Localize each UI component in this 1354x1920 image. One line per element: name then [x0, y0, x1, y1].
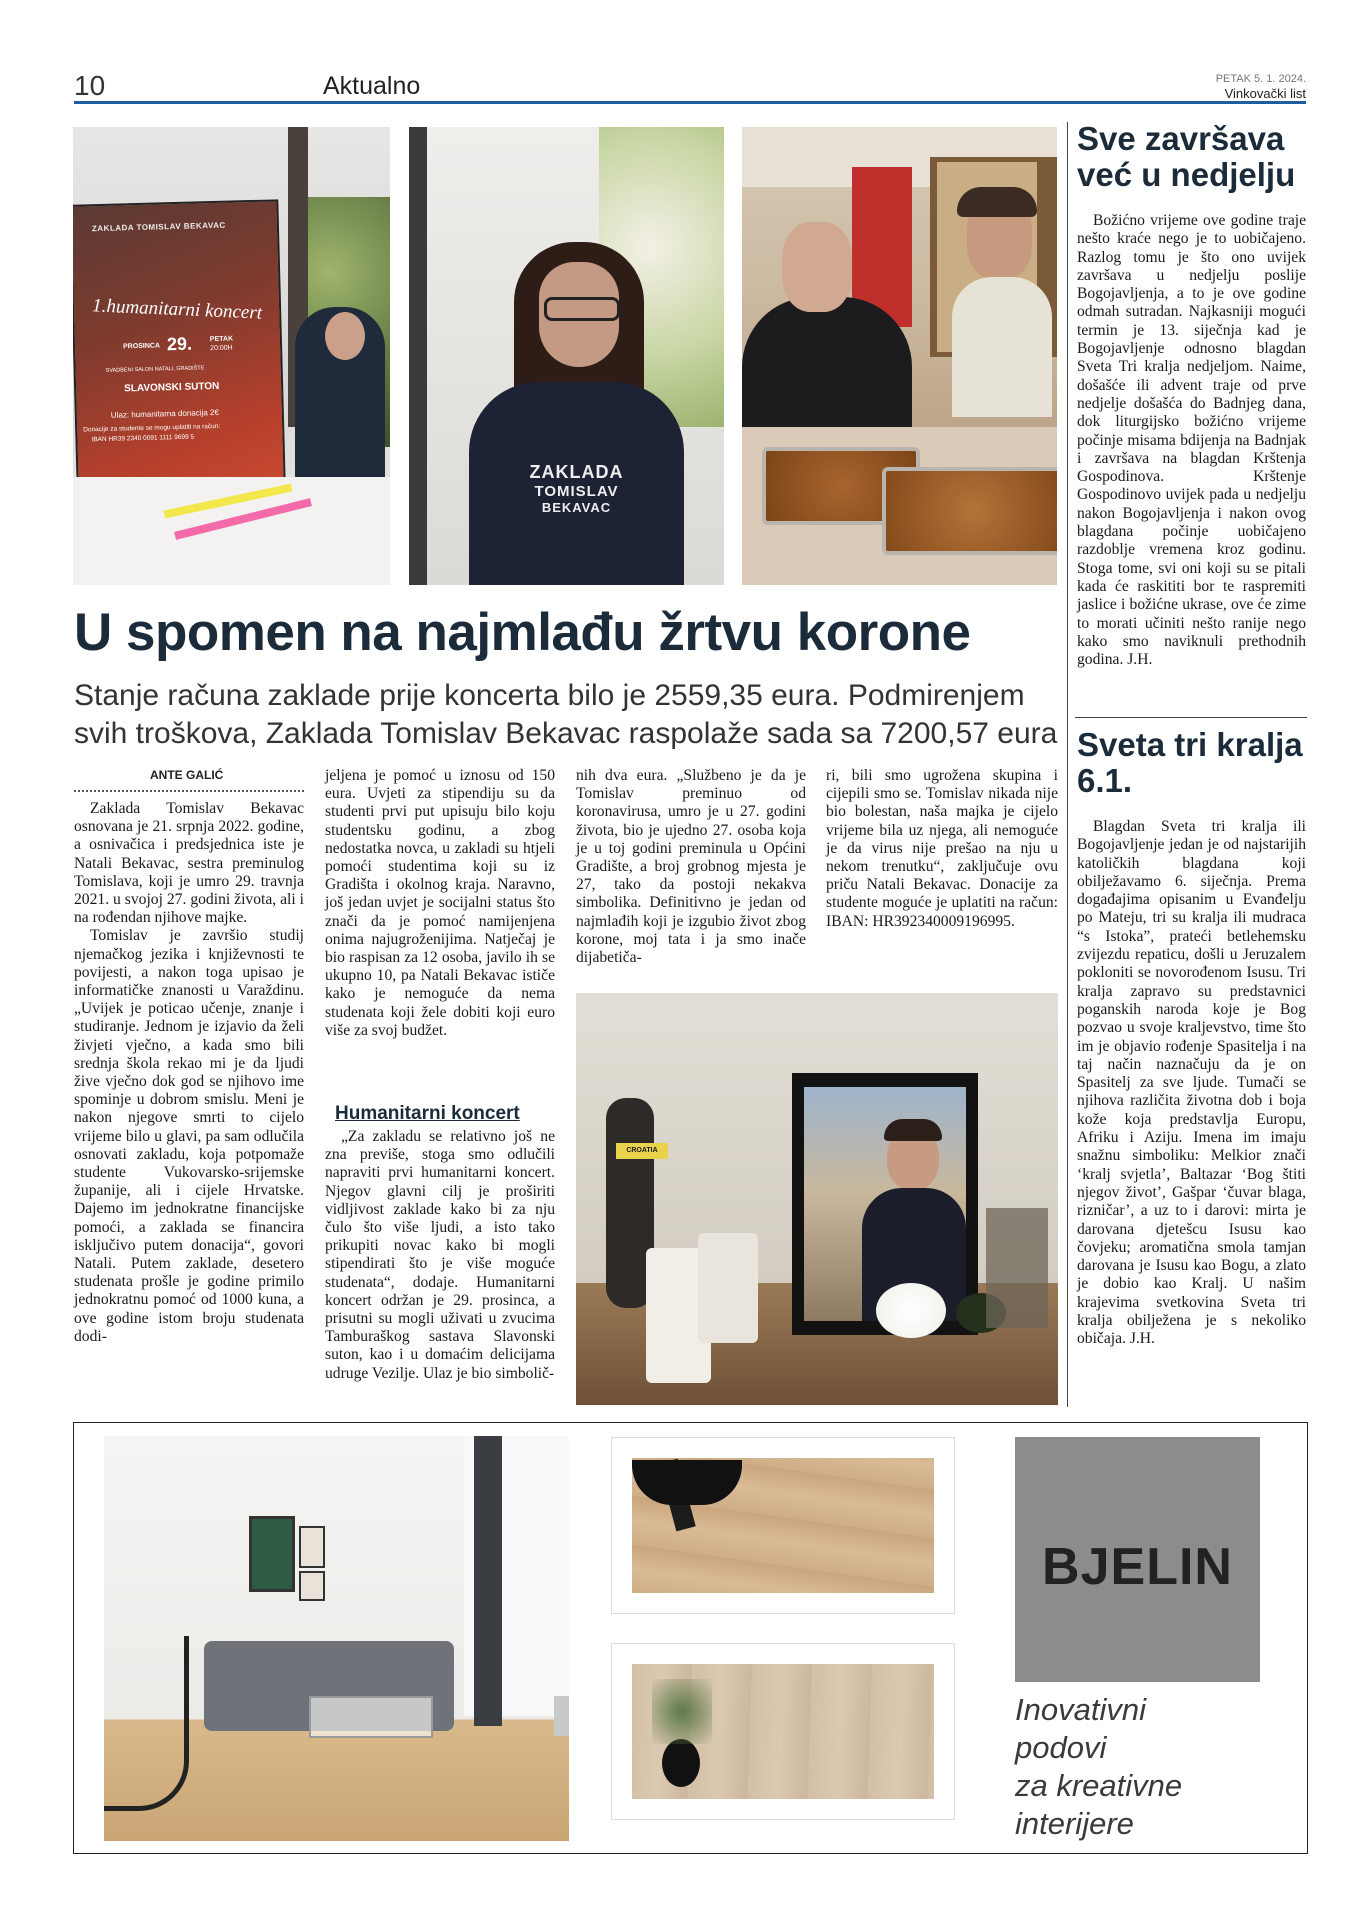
- poster-band: SLAVONSKI SUTON: [124, 380, 220, 395]
- article-headline: U spomen na najmlađu žrtvu korone: [74, 603, 971, 662]
- poster-board: [73, 199, 286, 488]
- article-column-2b: [325, 1128, 555, 1383]
- header-rule: [74, 101, 1306, 104]
- poster-time: 20:00H: [210, 344, 233, 353]
- byline-rule: [74, 790, 304, 792]
- article-deck: Stanje računa zaklade prije koncerta bilo je 2559,35 eura. Podmirenjem svih troškova, Zaklada Tomislav Bekavac raspolaže sada sa 7200,57 eura: [74, 679, 1058, 750]
- poster-title: 1.humanitarni koncert: [91, 295, 263, 324]
- advertisement: [73, 1422, 1308, 1854]
- col1-paragraph-1: Zaklada Tomislav Bekavac osnovana je 21. srpnja 2022. godine, a osnivačica i predsjednica iste je Natali Bekavac, sestra preminulog Tomislava, koji je umro 29. travnja 2021. u svojoj 27. godini života, ali i na rođendan njihove majke.: [74, 800, 304, 927]
- sidebar2-body: [1077, 818, 1306, 1349]
- poster-donation: Donacije za studente se mogu uplatiti na račun:: [83, 422, 221, 434]
- article-author: ANTE GALIĆ: [150, 768, 224, 782]
- photo-concert-poster: [73, 127, 390, 585]
- shirt-line-1: ZAKLADA: [529, 462, 624, 482]
- poster-entry: Ulaz: humanitarna donacija 2€: [110, 407, 220, 420]
- header-date: PETAK 5. 1. 2024.: [1215, 73, 1306, 85]
- photo-food-table: [742, 127, 1057, 585]
- sidebar1-title: Sve završava već u nedjelju: [1077, 120, 1296, 193]
- poster-month: PROSINCA: [122, 342, 161, 351]
- col2b-paragraph-1: „Za zakladu se relativno još ne zna previše, stoga smo odlučili napraviti prvi humanitarni koncert. Njegov glavni cilj je proširiti vidljivost zaklade kako bi za nju čulo što više ljudi, a isto tako prikupiti novac kako bi mogli stipendirati što je više moguće studenata“, dodaje. Humanitarni koncert održan je 29. prosinca, a prisutni su mogli uživati u zvucima Tamburaškog sastava Slavonski suton, kao i u domaćim delicijama udruge Vezilje. Ulaz je bio simbolič-: [325, 1128, 555, 1382]
- shirt: [469, 382, 684, 585]
- ad-photo-floor-2: [611, 1643, 955, 1820]
- memorial-sign: CROATIA: [616, 1143, 668, 1159]
- ad-photo-living-room: [104, 1436, 569, 1841]
- ad-brand-logo: BJELIN: [1042, 1538, 1233, 1596]
- poster-venue: SVADBENI SALON NATALI, GRADIŠTE: [105, 365, 205, 374]
- ad-tagline-line-2: podovi: [1015, 1730, 1107, 1765]
- article-column-1: [74, 800, 304, 1346]
- ad-tagline-line-1: Inovativni: [1015, 1692, 1146, 1727]
- ad-tagline-line-4: interijere: [1015, 1806, 1134, 1841]
- ad-tagline: [1015, 1691, 1275, 1843]
- publication-name: Vinkovački list: [1224, 86, 1306, 101]
- article-column-3: [576, 767, 806, 967]
- sidebar2-paragraph: Blagdan Sveta tri kralja ili Bogojavljenje jedan je od najstarijih katoličkih blagdana koji obilježavamo 6. siječnja. Prema događajima opisanim u Evanđelju po Mateju, tri su kralja ili mudraca “s Istoka”, prateći betlehemsku zvijezdu repaticu, došli u Jeruzalem pokloniti se novorođenom Isusu. Tri kralja zapravo su predstavnici poganskih naroda koje je Bog pozvao u svoje kraljevstvo, time što im je objavio rođenje Spasitelja i na taj način naznačuju da je on Spasitelj za sve ljude. Tumači se njihova različita životna dob i boja kože koja predstavlja Europu, Afriku i Aziju. Imena im imaju snažnu simboliku: Melkior znači ‘kralj svjetla’, Baltazar ‘Bog štiti njegov život’, Gašpar ‘čuvar blaga, rizničar’, a uz to i darovi: mirta je darovana djetešcu Isusu kao čovjeku; aromatična smola tamjan darovana je Isusu kao Bogu, a zlato je dobio kao Kralj. U našim krajevima svetkovina Sveta tri kralja obilježena je s nekoliko običaja. J.H.: [1077, 818, 1306, 1348]
- sidebar-separator: [1075, 717, 1307, 718]
- col1-paragraph-2: Tomislav je završio studij njemačkog jezika i književnosti te povijesti, a nakon toga upisao je informatičke znanosti u Varaždinu. „Uvijek je poticao učenje, znanje i studiranje. Jednom je izjavio da želi živjeti vječno, a kada smo bili srednja škola rekao mi je da ljudi žive vječno dok god se njihovo ime spominje u dobrom smislu. Meni je nakon njegove smrti to cijelo vrijeme bilo u glavi, pa sam odlučila osnovati zakladu, koja potpomaže studente Vukovarsko-srijemske županije, ali i cijele Hrvatske. Dajemo im jednokratne financijske pomoći, a zaklada se financira isključivo putem donacija“, govori Natali. Putem zaklade, desetero studenata prošle je godine primilo jednokratnu pomoć od 1000 kuna, a ove godine istom broju studenata dodi-: [74, 927, 304, 1345]
- sidebar-divider: [1067, 122, 1068, 1407]
- poster-weekday: PETAK: [209, 335, 234, 344]
- photo-natali-bekavac: [409, 127, 724, 585]
- shirt-line-2: TOMISLAV: [534, 483, 619, 500]
- poster-day: 29.: [166, 333, 193, 355]
- poster-iban: IBAN HR39 2340 0091 1111 9699 5: [91, 433, 195, 444]
- ad-tagline-line-3: za kreativne: [1015, 1768, 1183, 1803]
- article-column-4: [826, 767, 1058, 931]
- article-column-2: [325, 767, 555, 1040]
- subhead-humanitarni: Humanitarni koncert: [335, 1103, 520, 1124]
- sidebar1-paragraph: Božićno vrijeme ove godine traje nešto kraće nego je to uobičajeno. Razlog tomu je što ono uvijek završava u nedjelju poslije Bogojavljenja, a to je ove godine odmah sutradan. Najkasniji mogući termin je 13. siječnja kad je Bogojavljenje odnosno blagdan Sveta Tri kralja nedjeljom. Naime, došašće ili advent traje od prve nedjelje došašća do Badnjeg dana, dok liturgijsko božićno vrijeme počinje misama bdijenja na Badnjak i završava na blagdan Krštenja Gospodinova. Krštenje Gospodinovo uvijek pada u nedjelju nakon Bogojavljenja i nakon ovog blagdana počinje uobičajeno razdoblje vremena kroz godinu. Stoga tome, svi oni koji su se pitali kada će raskititi bor te raspremiti jaslice i božićne ukrase, ove će zime to morati učiniti nešto ranije nego kako smo naviknuli prethodnih godina. J.H.: [1077, 212, 1306, 669]
- col3-paragraph-1: nih dva eura. „Službeno je da je Tomislav preminuo od koronavirusa, umro je u 27. godini života, bio je ujedno 27. osoba koja je u toj godini preminula u Općini Gradište, a broj grobnog mjesta je 27, tako da postoji nekakva simbolika. Definitivno je jedan od najmlađih koji je izgubio život zbog korone, moj tata i ja smo inače dijabetiča-: [576, 767, 806, 967]
- photo-memorial: [576, 993, 1058, 1405]
- ad-brand-box: [1015, 1437, 1260, 1682]
- shirt-line-3: BEKAVAC: [541, 500, 612, 515]
- section-title: Aktualno: [323, 72, 421, 100]
- poster-org: ZAKLADA TOMISLAV BEKAVAC: [91, 220, 226, 234]
- col4-paragraph-1: ri, bili smo ugrožena skupina i cijepili smo se. Tomislav nikada nije bio bolestan, naša majka je cijelo vrijeme bila uz njega, ali nemoguće je da virus nije prešao na nju u nekom trenutku“, zaključuje ovu priču Natali Bekavac. Donacije za studente moguće je uplatiti na račun: IBAN: HR392340009196995.: [826, 767, 1058, 930]
- sidebar1-body: [1077, 212, 1306, 669]
- col2-paragraph-1: jeljena je pomoć u iznosu od 150 eura. Uvjeti za stipendiju su da studenti prvi put upisuju bilo koju studentsku godinu, a zbog nedostatka novca, u zakladi su htjeli pomoći studentima koji su iz Gradišta i okolnog kraja. Naravno, još jedan uvjet je socijalni status što znači da je pomoć namijenjena onima najugroženijima. Natječaj je bio raspisan za 12 osoba, javilo ih se ukupno 10, pa Natali Bekavac ističe kako je nemoguće da nema studenata koji žele dobiti koji euro više za svoj budžet.: [325, 767, 555, 1039]
- sidebar2-title: Sveta tri kralja 6.1.: [1077, 726, 1303, 799]
- ad-photo-floor-1: [611, 1437, 955, 1614]
- page-number: 10: [74, 70, 106, 101]
